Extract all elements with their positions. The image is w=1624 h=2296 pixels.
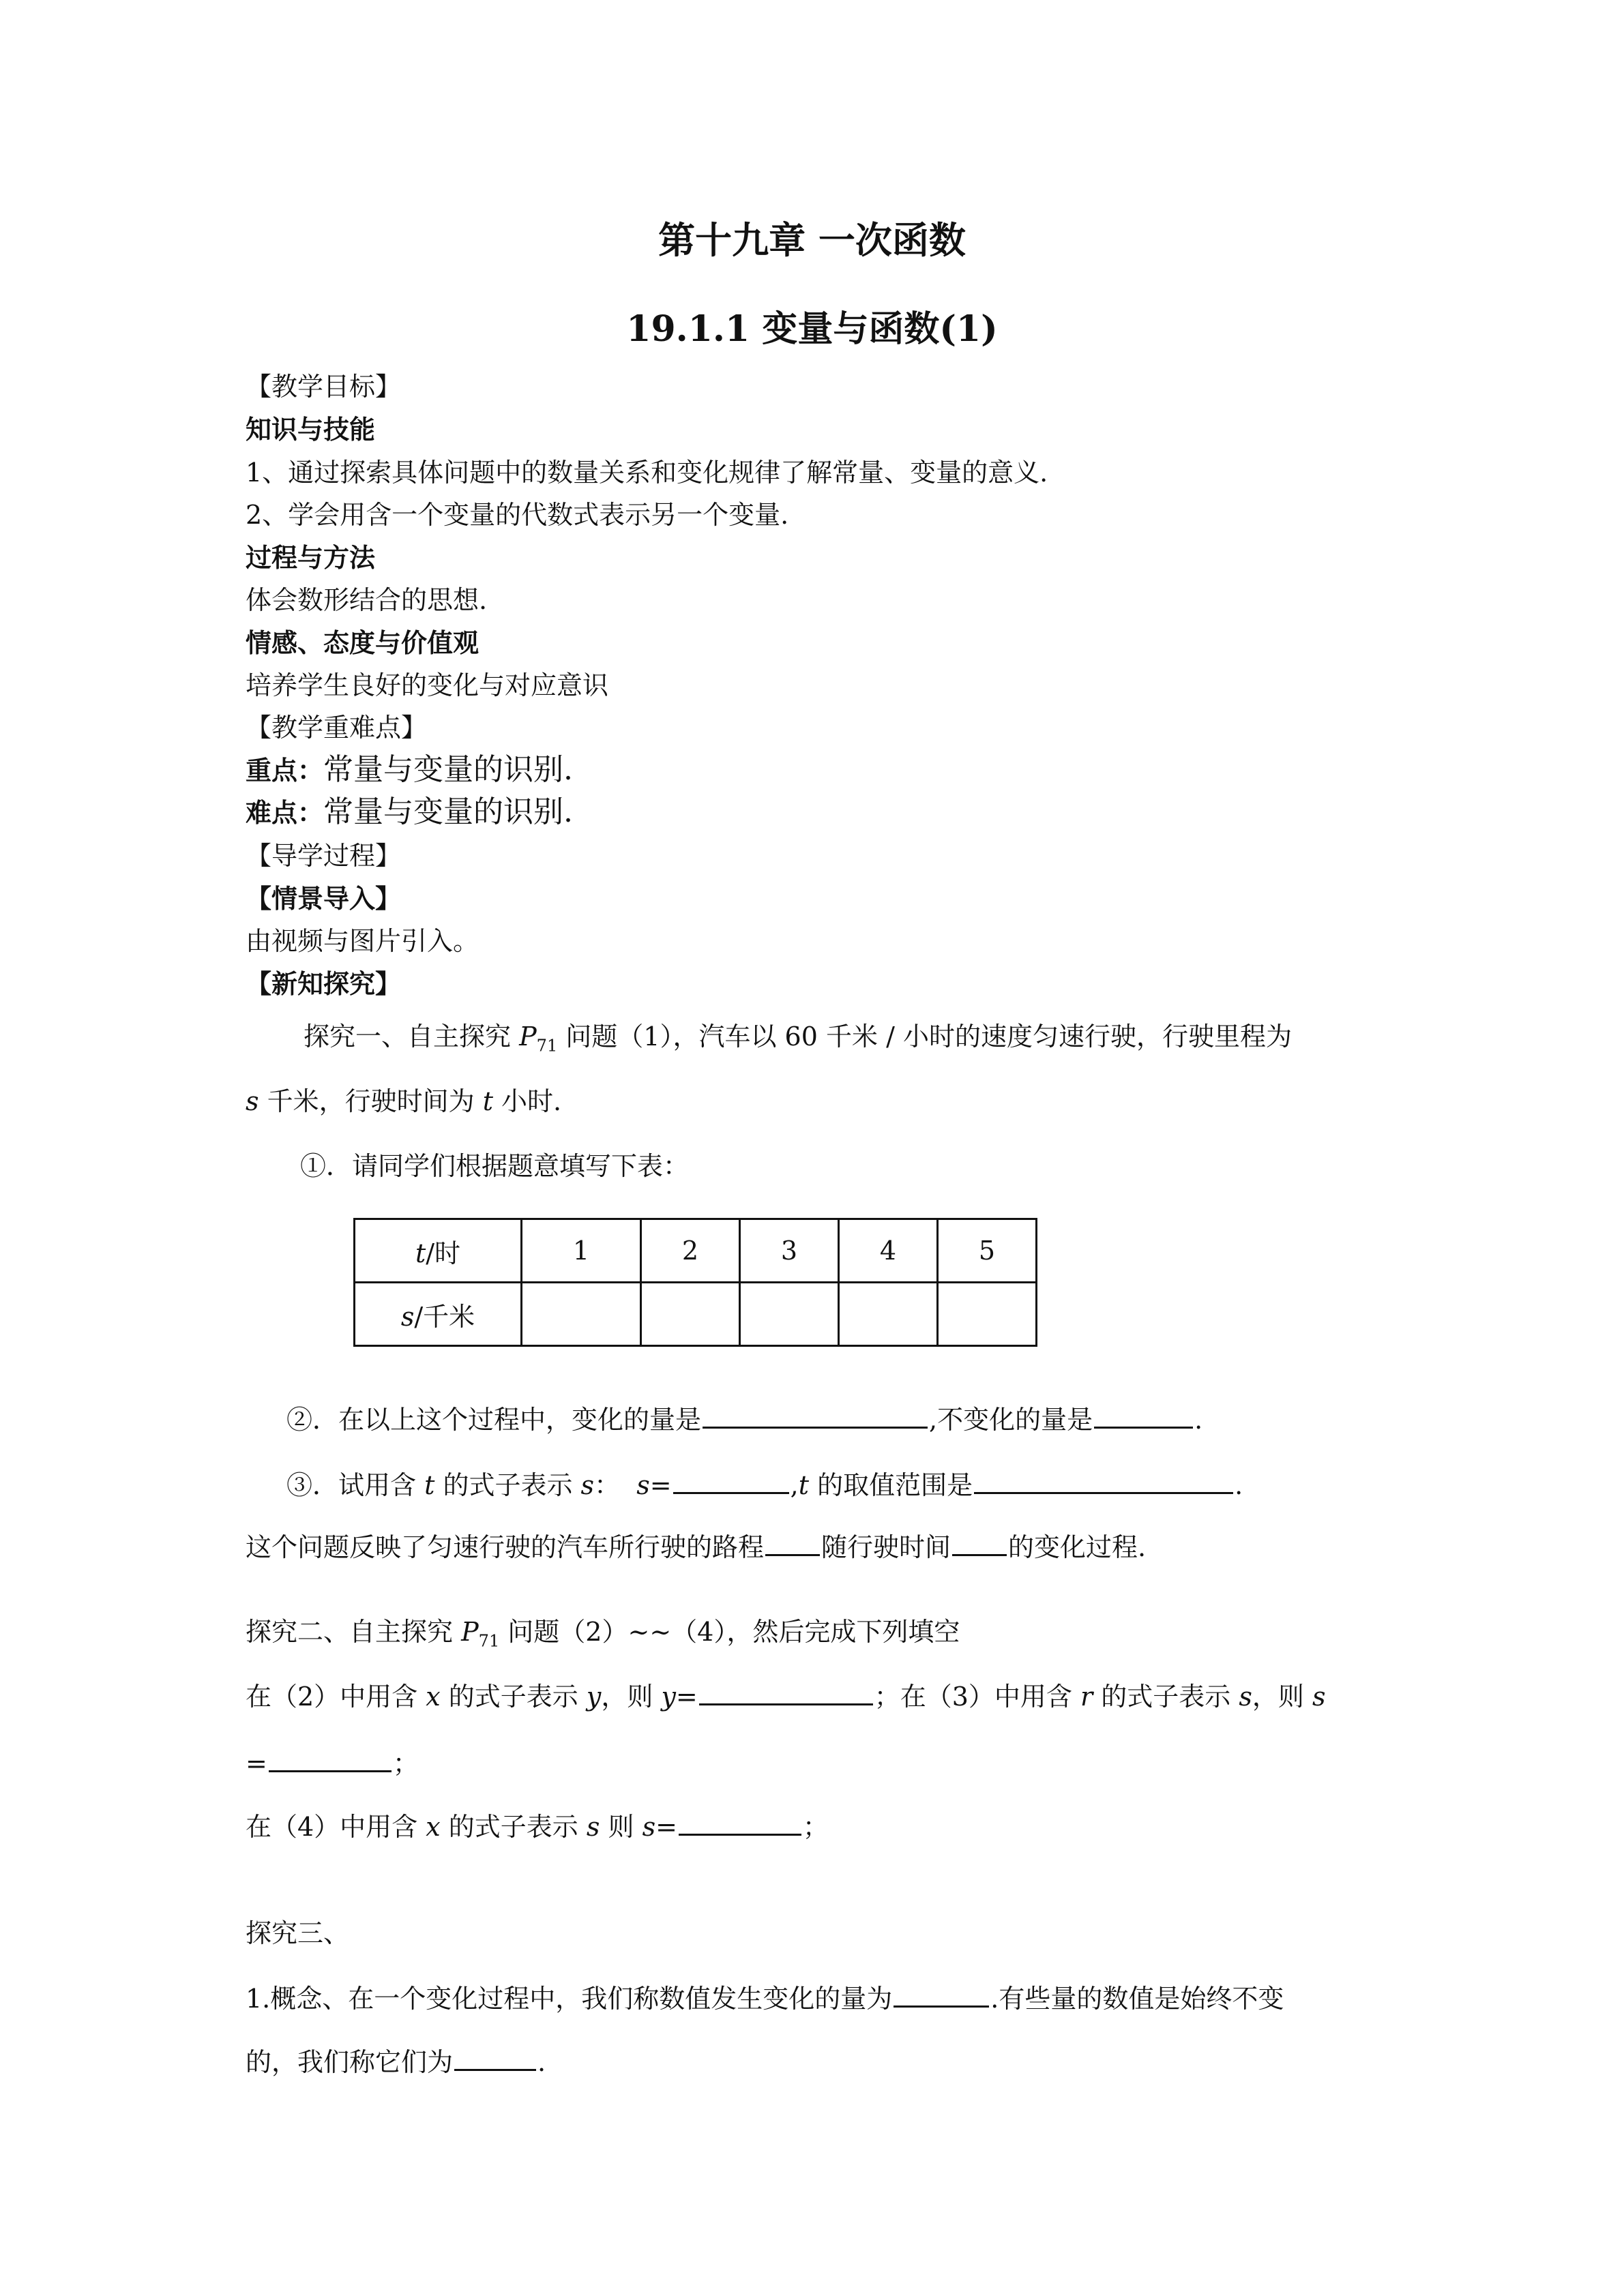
- reflection-line: 这个问题反映了匀速行驶的汽车所行驶的路程 随行驶时间 的变化过程.: [246, 1530, 1146, 1564]
- explore-2-question-2: 在（4）中用含 x 的式子表示 s 则 s= ；: [246, 1809, 829, 1844]
- difficult-point-text: 常量与变量的识别.: [323, 794, 574, 829]
- guide-header: 【导学过程】: [246, 841, 402, 871]
- explore-3-header: 探究三、: [246, 1918, 350, 1948]
- knowledge-heading: 知识与技能: [246, 414, 376, 445]
- blank-changing-quantity[interactable]: [703, 1402, 928, 1429]
- table-header-cell: 3: [740, 1219, 839, 1283]
- scene-header: 【情景导入】: [246, 883, 402, 914]
- page-ref: P: [519, 1022, 537, 1052]
- blank-path[interactable]: [765, 1530, 820, 1556]
- var-s: s: [246, 1086, 259, 1116]
- emotion-text: 培养学生良好的变化与对应意识: [246, 670, 609, 700]
- blank-s-expression-4[interactable]: [679, 1809, 801, 1836]
- explore-1-text-4: 小时.: [492, 1086, 562, 1116]
- blank-s-expression[interactable]: [673, 1467, 789, 1494]
- knowledge-item-2: 2、学会用含一个变量的代数式表示另一个变量.: [246, 500, 789, 530]
- goals-header: 【教学目标】: [246, 372, 402, 402]
- key-point-line: [246, 753, 573, 788]
- blank-constant-quantity[interactable]: [1094, 1402, 1193, 1429]
- emotion-heading: 情感、态度与价值观: [246, 627, 479, 658]
- key-points-header: 【教学重难点】: [246, 713, 428, 743]
- process-heading: 过程与方法: [246, 542, 376, 573]
- explore-2-question-1: 在（2）中用含 x 的式子表示 y，则 y= ；在（3）中用含 r 的式子表示 s，则 s: [246, 1679, 1325, 1714]
- knowledge-item-1: 1、通过探索具体问题中的数量关系和变化规律了解常量、变量的意义.: [246, 458, 1048, 488]
- page-ref-number: 71: [536, 1036, 558, 1056]
- table-header-cell: 2: [641, 1219, 740, 1283]
- table-header-cell: 4: [839, 1219, 938, 1283]
- concept-line-1: 1.概念、在一个变化过程中，我们称数值发生变化的量为 .有些量的数值是始终不变: [246, 1981, 1284, 2016]
- blank-time[interactable]: [952, 1530, 1007, 1556]
- difficult-point-line: [246, 795, 573, 830]
- step-1: ①．请同学们根据题意填写下表：: [300, 1151, 690, 1181]
- var-t: t: [482, 1086, 493, 1116]
- new-knowledge-header: 【新知探究】: [246, 968, 402, 999]
- table-header-cell: 1: [522, 1219, 641, 1283]
- blank-y-expression[interactable]: [699, 1679, 873, 1705]
- explore-1-text-2: 问题（1），汽车以 60 千米 / 小时的速度匀速行驶，行驶里程为: [557, 1022, 1292, 1052]
- table-row: [355, 1219, 1037, 1283]
- blank-constant[interactable]: [454, 2044, 536, 2071]
- table-row-header-s: s/千米: [355, 1283, 522, 1346]
- concept-line-2: 的，我们称它们为 .: [246, 2044, 546, 2079]
- explore-2-question-1-cont: = ；: [246, 1746, 419, 1780]
- data-table: [353, 1218, 1037, 1347]
- difficult-point-label: 难点：: [246, 797, 324, 828]
- step-3: ③．试用含 t 的式子表示 s： s= ,t 的取值范围是 .: [286, 1467, 1243, 1502]
- blank-s-expression-3[interactable]: [269, 1746, 392, 1772]
- table-row-header-t: t/时: [355, 1219, 522, 1283]
- step-2: ②．在以上这个过程中，变化的量是 ,不变化的量是 .: [286, 1402, 1202, 1437]
- explore-1-line-1: [304, 1019, 1292, 1063]
- blank-t-range[interactable]: [974, 1467, 1233, 1494]
- table-input-cell[interactable]: [839, 1283, 938, 1346]
- section-title: 19.1.1 变量与函数(1): [626, 308, 998, 350]
- key-point-label: 重点：: [246, 755, 324, 786]
- process-text: 体会数形结合的思想.: [246, 585, 488, 615]
- table-header-cell: 5: [938, 1219, 1037, 1283]
- chapter-title: 第十九章 一次函数: [658, 218, 966, 262]
- key-point-text: 常量与变量的识别.: [323, 752, 574, 787]
- table-input-cell[interactable]: [938, 1283, 1037, 1346]
- table-input-cell[interactable]: [522, 1283, 641, 1346]
- scene-text: 由视频与图片引入。: [246, 926, 479, 956]
- explore-1-text: 探究一、自主探究: [304, 1022, 520, 1052]
- explore-1-text-3: 千米，行驶时间为: [259, 1086, 483, 1116]
- blank-variable[interactable]: [894, 1981, 989, 2008]
- explore-1-line-2: [246, 1084, 561, 1118]
- table-row: [355, 1283, 1037, 1346]
- table-input-cell[interactable]: [740, 1283, 839, 1346]
- table-input-cell[interactable]: [641, 1283, 740, 1346]
- explore-2-header: 探究二、自主探究 $P_{71}$ 问题（2）~~（4），然后完成下列填空: [246, 1617, 960, 1651]
